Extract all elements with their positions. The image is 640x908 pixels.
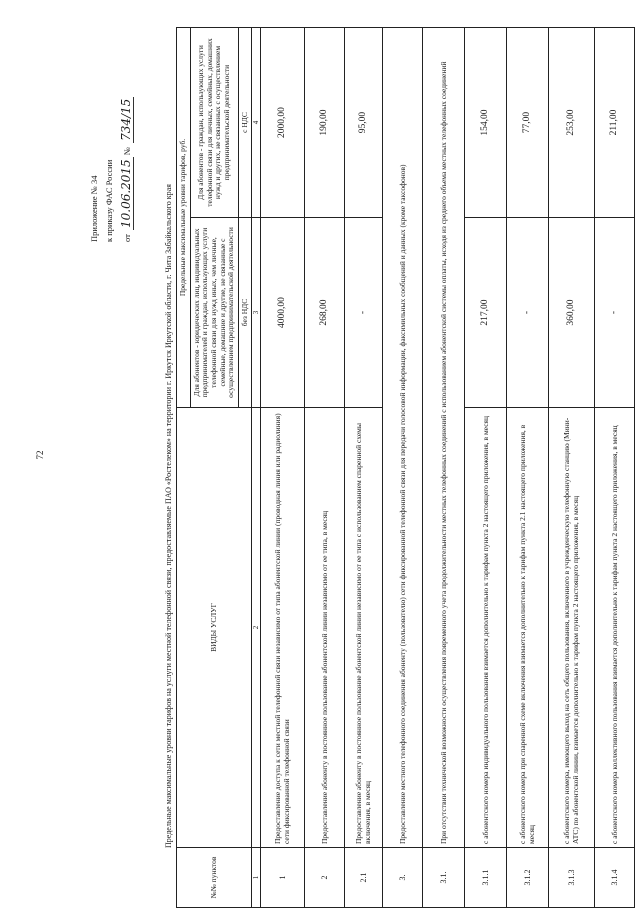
handwritten-number: 734/15 xyxy=(118,98,133,141)
document-title: Предельные максимальные уровни тарифов на услуги местной телефонной связи, предоставляемые ПАО «Ростелеком» на территории г. Иркутск Иркутской области, г. Чита Забайкальского края xyxy=(164,184,173,848)
document xyxy=(80,28,625,908)
section-text: Предоставление местного телефонного соединения абоненту (пользователю) сети фиксированной телефонной связи для передачи голосовой информации, факсимильных сообщений и данных (кроме таксофонов) xyxy=(383,28,423,848)
row-service: Предоставление абоненту в постоянное пользование абонентской линии независимо от ее типа, в месяц xyxy=(305,408,345,848)
col-num: 4 xyxy=(252,28,261,218)
row-service: Предоставление доступа к сети местной телефонной связи независимо от типа абонентской линии (проводная линия или радиолиния) сети фиксированной телефонной связи xyxy=(261,408,305,848)
col-num: 1 xyxy=(252,848,261,908)
number-prefix: № xyxy=(121,147,132,156)
row-num: 3.1.1 xyxy=(465,848,507,908)
row-num: 3.1.2 xyxy=(507,848,549,908)
row-legal-value: - xyxy=(507,218,549,408)
row-num: 2 xyxy=(305,848,345,908)
order-date-line xyxy=(120,42,135,242)
row-num: 1 xyxy=(261,848,305,908)
row-service: с абонентского номера коллективного пользования взимается дополнительно к тарифам пункта 2 настоящего приложения, в месяц xyxy=(595,408,635,848)
row-num: 3.1.4 xyxy=(595,848,635,908)
table-row xyxy=(261,28,305,908)
col-num: 3 xyxy=(252,218,261,408)
row-legal-value: 4000,00 xyxy=(261,218,305,408)
row-service: Предоставление абоненту в постоянное пользование абонентской линии независимо от ее типа с использованием спаренной схемы включения, в месяц xyxy=(345,408,383,848)
row-num: 3.1. xyxy=(423,848,465,908)
header-tariffs: Предельные максимальные уровни тарифов, руб. xyxy=(177,28,191,408)
row-citizens-value: 77,00 xyxy=(507,28,549,218)
header-novat: без НДС xyxy=(238,218,252,408)
section-row xyxy=(383,28,423,908)
table-row xyxy=(507,28,549,908)
header-num: №№ пунктов xyxy=(177,848,252,908)
row-legal-value: 268,00 xyxy=(305,218,345,408)
row-citizens-value: 154,00 xyxy=(465,28,507,218)
section-row xyxy=(423,28,465,908)
rotated-page xyxy=(80,28,625,908)
table-row xyxy=(595,28,635,908)
row-num: 3. xyxy=(383,848,423,908)
header-citizens: Для абонентов - граждан, использующих услуги телефонной связи для личных, семейных, домашних нужд и других, не связанных с осуществлением предпринимательской деятельности xyxy=(190,28,238,218)
row-num: 3.1.3 xyxy=(549,848,595,908)
handwritten-date: 10.06.2015 xyxy=(118,159,133,229)
page-number: 72 xyxy=(35,450,45,460)
header-vat: с НДС xyxy=(238,28,252,218)
date-prefix: от xyxy=(121,234,132,242)
appendix-label: Приложение № 34 xyxy=(89,175,99,242)
table-row xyxy=(305,28,345,908)
row-citizens-value: 2000,00 xyxy=(261,28,305,218)
column-number-row xyxy=(252,28,261,908)
row-citizens-value: 211,00 xyxy=(595,28,635,218)
table-row xyxy=(465,28,507,908)
header-services: ВИДЫ УСЛУГ xyxy=(177,408,252,848)
table-row xyxy=(549,28,595,908)
order-label: к приказу ФАС России xyxy=(103,159,114,242)
row-legal-value: - xyxy=(345,218,383,408)
row-service: с абонентского номера индивидуального пользования взимается дополнительно к тарифам пункта 2 настоящего приложения, в месяц xyxy=(465,408,507,848)
row-citizens-value: 253,00 xyxy=(549,28,595,218)
row-citizens-value: 190,00 xyxy=(305,28,345,218)
row-legal-value: - xyxy=(595,218,635,408)
row-citizens-value: 95,00 xyxy=(345,28,383,218)
row-service: с абонентского номера, имеющего выход на сеть общего пользования, включенного в учрежденческую телефонную станцию (Мини-АТС) по абонентской линии, взимается дополнительно к тарифам пункта 2 настоящего приложения, в месяц xyxy=(549,408,595,848)
table-header-row xyxy=(177,28,191,908)
appendix-header xyxy=(90,42,139,242)
row-num: 2.1 xyxy=(345,848,383,908)
row-service: с абонентского номера при спаренной схеме включения взимается дополнительно к тарифам пункта 2.1 настоящего приложения, в месяц xyxy=(507,408,549,848)
tariff-table xyxy=(176,27,635,908)
row-legal-value: 360,00 xyxy=(549,218,595,408)
section-text: При отсутствии технической возможности осуществления повременного учета продолжительности местных телефонных соединений с использованием абонентской системы оплаты, исходя из среднего объема местных телефонных соединений xyxy=(423,28,465,848)
col-num: 2 xyxy=(252,408,261,848)
header-legal: Для абонентов - юридических лиц, индивидуальных предпринимателей и граждан, использующих услуги телефонной связи для нужд иных, чем личные, семейные, домашние и другие, не связанные с осуществлением предпринимательской деятельности xyxy=(190,218,238,408)
table-row xyxy=(345,28,383,908)
row-legal-value: 217,00 xyxy=(465,218,507,408)
